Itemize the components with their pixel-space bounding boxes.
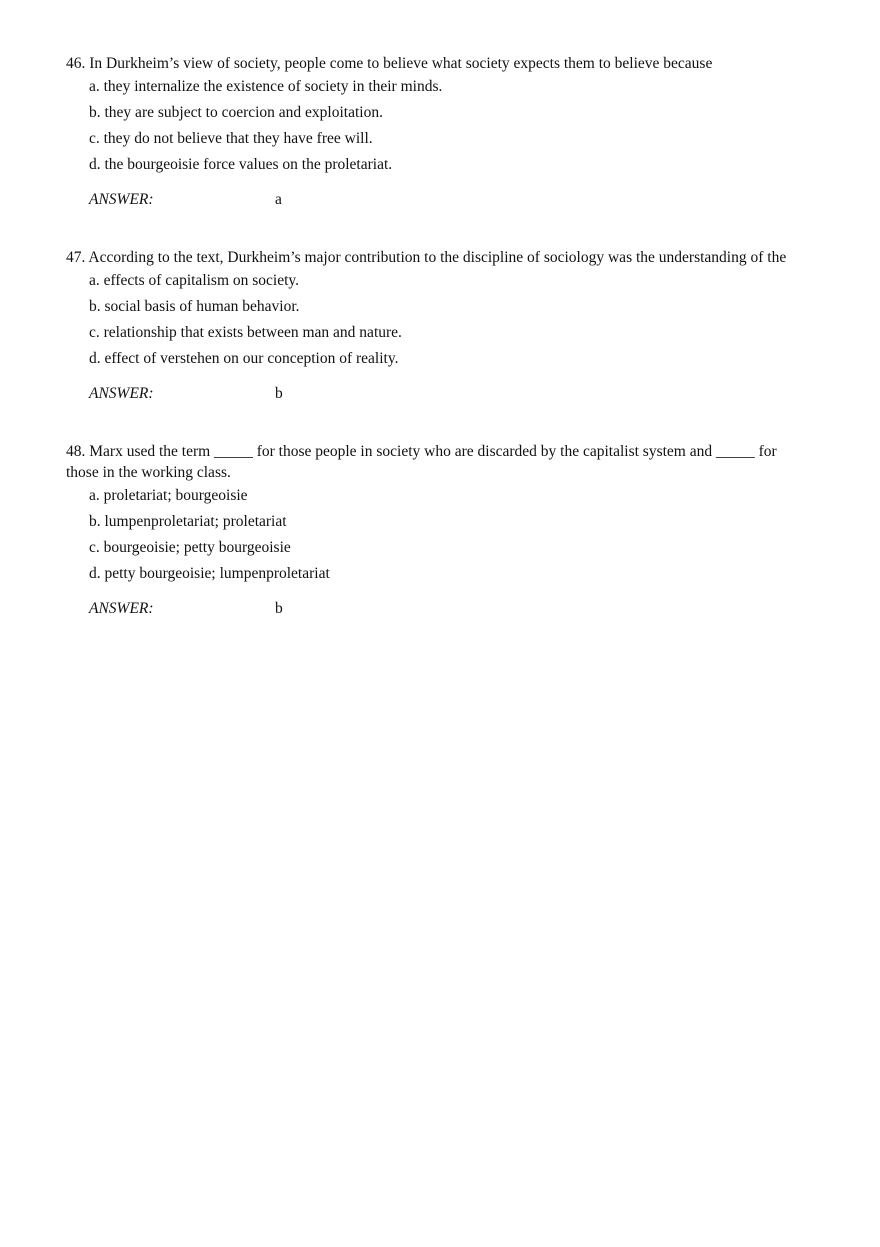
question-text bbox=[66, 53, 806, 74]
answer-value: a bbox=[275, 191, 282, 208]
option-d: d. effect of verstehen on our conception of reality. bbox=[89, 350, 399, 367]
question-number: 48. bbox=[66, 443, 86, 460]
option-a: a. they internalize the existence of society in their minds. bbox=[89, 78, 443, 95]
option-a: a. proletariat; bourgeoisie bbox=[89, 487, 248, 504]
question-text bbox=[66, 247, 806, 268]
option-c: c. bourgeoisie; petty bourgeoisie bbox=[89, 539, 291, 556]
option-list bbox=[66, 76, 806, 175]
answer-row bbox=[66, 383, 806, 404]
option-c: c. they do not believe that they have free will. bbox=[89, 130, 373, 147]
question-48 bbox=[66, 441, 806, 619]
question-text bbox=[66, 441, 806, 483]
question-47 bbox=[66, 247, 806, 404]
answer-row bbox=[66, 189, 806, 210]
question-stem: In Durkheim’s view of society, people come to believe what society expects them to believe because bbox=[89, 55, 713, 72]
answer-label: ANSWER: bbox=[89, 385, 154, 402]
option-a: a. effects of capitalism on society. bbox=[89, 272, 300, 289]
question-46 bbox=[66, 53, 806, 210]
answer-value: b bbox=[275, 385, 283, 402]
option-d: d. petty bourgeoisie; lumpenproletariat bbox=[89, 565, 330, 582]
option-b: b. they are subject to coercion and exploitation. bbox=[89, 104, 383, 121]
option-c: c. relationship that exists between man and nature. bbox=[89, 324, 402, 341]
answer-label: ANSWER: bbox=[89, 191, 154, 208]
answer-row bbox=[66, 598, 806, 619]
option-b: b. lumpenproletariat; proletariat bbox=[89, 513, 287, 530]
question-stem: According to the text, Durkheim’s major contribution to the discipline of sociology was the understanding of the bbox=[88, 249, 787, 266]
option-d: d. the bourgeoisie force values on the proletariat. bbox=[89, 156, 393, 173]
answer-label: ANSWER: bbox=[89, 600, 154, 617]
question-stem: Marx used the term _____ for those people in society who are discarded by the capitalist system and _____ for those in the working class. bbox=[66, 443, 777, 481]
answer-value: b bbox=[275, 600, 283, 617]
question-number: 46. bbox=[66, 55, 86, 72]
option-b: b. social basis of human behavior. bbox=[89, 298, 300, 315]
option-list bbox=[66, 485, 806, 584]
option-list bbox=[66, 270, 806, 369]
question-number: 47. bbox=[66, 249, 86, 266]
